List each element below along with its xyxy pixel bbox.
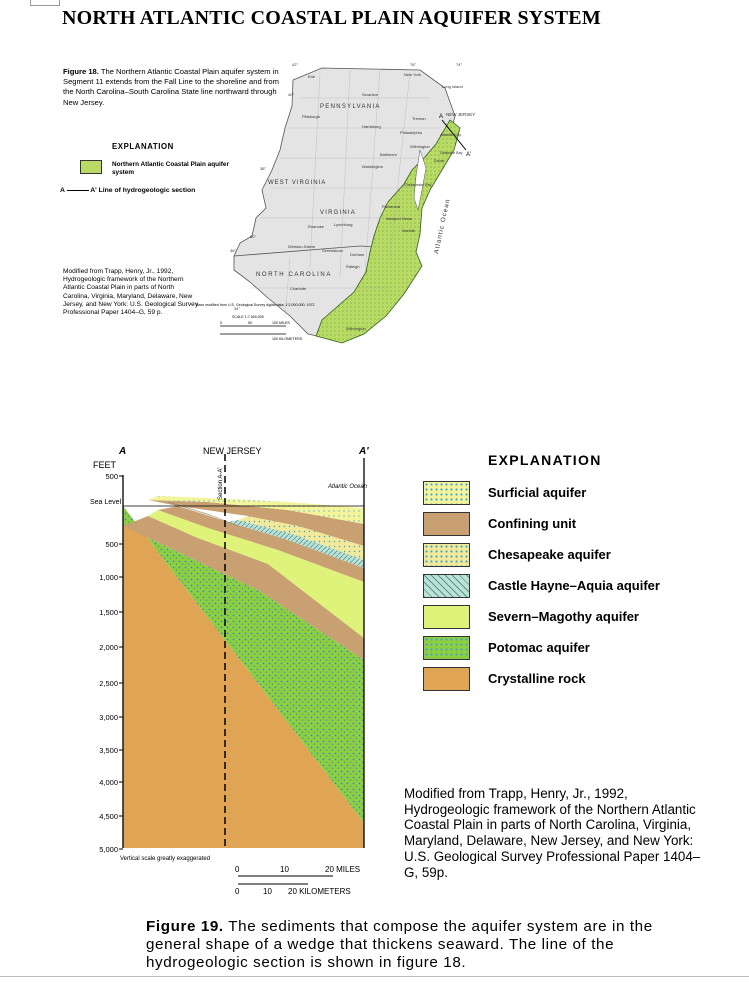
figure-18-label: Figure 18.: [63, 67, 99, 76]
depth-tick-label: 4,000: [99, 778, 118, 787]
depth-tick-label: 1,000: [99, 573, 118, 582]
legend-row: [423, 512, 723, 538]
aquifer-legend-swatch: [80, 160, 102, 174]
map-label-west-virginia: WEST VIRGINIA: [268, 180, 327, 186]
map-a-prime-label: A': [466, 152, 472, 158]
bottom-rule: [0, 976, 749, 977]
section-line-a: A: [60, 187, 65, 194]
scale-ten-km: 10: [263, 887, 272, 895]
aquifer-legend-label: Northern Atlantic Coastal Plain aquifer system: [112, 161, 229, 176]
map-label-erie: Erie: [308, 74, 316, 79]
map-lon-2: 76°: [410, 62, 417, 67]
map-lat-4: 36°: [230, 248, 237, 253]
legend-row: [423, 574, 723, 600]
legend-label: Castle Hayne–Aquia aquifer: [488, 578, 660, 593]
sea-level-label: Sea Level: [90, 499, 122, 506]
map-label-richmond: Richmond: [382, 204, 401, 209]
map-label-chesapeake-bay: Chesapeake Bay: [404, 183, 432, 187]
page-title: NORTH ATLANTIC COASTAL PLAIN AQUIFER SYSTEM: [62, 7, 601, 29]
map-label-winston-salem: Winston-Salem: [288, 244, 316, 249]
map-lat-5: 34°: [234, 306, 241, 311]
feet-label: FEET: [93, 460, 117, 470]
map-scale-fifty: 50: [248, 321, 252, 325]
map-lon-3: 74°: [456, 62, 463, 67]
map-label-ocean: Atlantic Ocean: [433, 197, 452, 255]
map-label-norfolk: Norfolk: [402, 228, 415, 233]
depth-tick-label: 2,000: [99, 643, 118, 652]
legend-row: [423, 667, 723, 693]
figure-18-credit: Modified from Trapp, Henry, Jr., 1992, Hydrogeologic framework of the Northern Atlantic Coastal Plain in parts of North Carolina, Virginia, Maryland, Delaware, New Jersey, and New York: U.S. Geological Survey Professional Paper 1404–G, 59 p.: [63, 268, 199, 317]
section-label: Section A-A': [218, 467, 224, 500]
map-label-greensboro: Greensboro: [322, 248, 344, 253]
map-lat-3: 38°: [260, 166, 267, 171]
scale-ratio: SCALE 1:7,500,000: [232, 315, 264, 319]
map-lat-1: 42°: [292, 62, 299, 67]
scale-zero-km: 0: [235, 887, 240, 895]
depth-tick-label: 3,000: [99, 713, 118, 722]
section-a-prime-label: A': [359, 446, 369, 457]
corner-mark: [30, 0, 60, 6]
figure-18-text: The Northern Atlantic Coastal Plain aquifer system in Segment 11 extends from the Fall Line to the shoreline and from the North Carolina–South Carolina State line northward through New Jersey.: [63, 67, 279, 107]
map-label-baltimore: Baltimore: [380, 152, 397, 157]
map-label-long-island: Long Island: [442, 84, 463, 89]
map-label-harrisburg: Harrisburg: [362, 124, 381, 129]
legend-swatch: [423, 481, 470, 505]
legend-label: Potomac aquifer: [488, 640, 590, 655]
map-label-new-york: New York: [404, 72, 421, 77]
map-label-pennsylvania: PENNSYLVANIA: [320, 104, 381, 110]
legend-swatch: [423, 667, 470, 691]
legend-row: [423, 636, 723, 662]
base-credit: Base modified from U.S. Geological Survey digital data, 1:2,000,000, 1972: [196, 303, 315, 307]
section-line-label: Line of hydrogeologic section: [98, 187, 196, 194]
hydrogeologic-section: [88, 440, 388, 895]
scale-ten-miles: 10: [280, 865, 289, 874]
map-label-virginia: VIRGINIA: [320, 210, 356, 216]
legend-swatch: [423, 605, 470, 629]
legend-label: Confining unit: [488, 516, 577, 531]
map-label-new-jersey: NEW JERSEY: [446, 112, 476, 117]
map-label-scranton: Scranton: [362, 92, 379, 97]
legend-label: Crystalline rock: [488, 671, 586, 686]
map-label-pittsburgh: Pittsburgh: [302, 114, 321, 119]
map-label-lynchburg: Lynchburg: [334, 222, 353, 227]
depth-ticks: [99, 472, 123, 854]
scale-zero-miles: 0: [235, 865, 240, 874]
depth-tick-label: 500: [105, 540, 118, 549]
map-lat-2: 40°: [288, 92, 295, 97]
map-label-north-carolina: NORTH CAROLINA: [256, 272, 332, 278]
scale-miles-label: 20 MILES: [325, 865, 361, 874]
section-line-legend: [60, 187, 195, 194]
map-label-roanoke: Roanoke: [308, 224, 325, 229]
new-jersey-label: NEW JERSEY: [203, 446, 262, 456]
map-label-dover: Dover: [434, 158, 445, 163]
legend-swatch: [423, 543, 470, 567]
scale-km-label: 20 KILOMETERS: [288, 887, 351, 895]
map-label-delaware-bay: Delaware Bay: [440, 151, 463, 155]
figure-19-label: Figure 19.: [146, 918, 224, 935]
depth-tick-label: 2,500: [99, 679, 118, 688]
map-label-wilmington: Wilmington: [410, 144, 430, 149]
map-label-washington: Washington: [362, 164, 383, 169]
legend-label: Chesapeake aquifer: [488, 547, 611, 562]
location-map-svg: [190, 58, 480, 353]
legend-row: [423, 605, 723, 631]
depth-tick-label: 500: [105, 472, 118, 481]
map-label-raleigh: Raleigh: [346, 264, 360, 269]
legend-swatch: [423, 636, 470, 660]
map-scale-miles: 100 MILES: [272, 321, 290, 325]
map-label-charlotte: Charlotte: [290, 286, 307, 291]
depth-tick-label: 3,500: [99, 746, 118, 755]
depth-tick-label: 4,500: [99, 812, 118, 821]
map-label-wilmington-nc: Wilmington: [346, 326, 366, 331]
map-scale-km: 100 KILOMETERS: [272, 337, 303, 341]
legend-swatch: [423, 574, 470, 598]
legend-swatch: [423, 512, 470, 536]
legend-label: Severn–Magothy aquifer: [488, 609, 639, 624]
hydrogeologic-section-svg: [88, 440, 388, 895]
atlantic-ocean-label: Atlantic Ocean: [328, 484, 368, 490]
section-line-a-prime: A': [90, 187, 97, 194]
figure-19-text: The sediments that compose the aquifer system are in the general shape of a wedge that thickens seaward. The line of the hydrogeologic section is shown in figure 18.: [146, 918, 653, 972]
map-scale-zero: 0: [220, 321, 222, 325]
figure-19-credit: Modified from Trapp, Henry, Jr., 1992, Hydrogeologic framework of the Northern Atlantic Coastal Plain in parts of North Carolina, Virginia, Maryland, Delaware, New Jersey, and New York: U.S. Geological Survey Professional Paper 1404–G, 59p.: [404, 786, 701, 880]
depth-tick-label: 1,500: [99, 608, 118, 617]
legend-label: Surficial aquifer: [488, 485, 587, 500]
legend-row: [423, 481, 723, 507]
map-label-philadelphia: Philadelphia: [400, 130, 422, 135]
vertical-scale-note: Vertical scale greatly exaggerated: [120, 856, 211, 862]
section-a-label: A: [119, 446, 127, 457]
map-label-newport-news: Newport News: [386, 216, 413, 221]
map-label-trenton: Trenton: [412, 116, 426, 121]
depth-tick-label: 5,000: [99, 845, 118, 854]
map-label-atlantic-city: Atlantic City: [440, 132, 462, 137]
map-a-label: A: [439, 114, 444, 120]
legend-row: [423, 543, 723, 569]
figure-19-explanation-title: EXPLANATION: [488, 452, 602, 468]
map-label-durham: Durham: [350, 252, 365, 257]
map-lon-1: 80°: [250, 234, 257, 239]
location-map: [190, 58, 480, 353]
figure-18-explanation-title: EXPLANATION: [112, 142, 174, 151]
figure-19-caption: [146, 918, 706, 973]
